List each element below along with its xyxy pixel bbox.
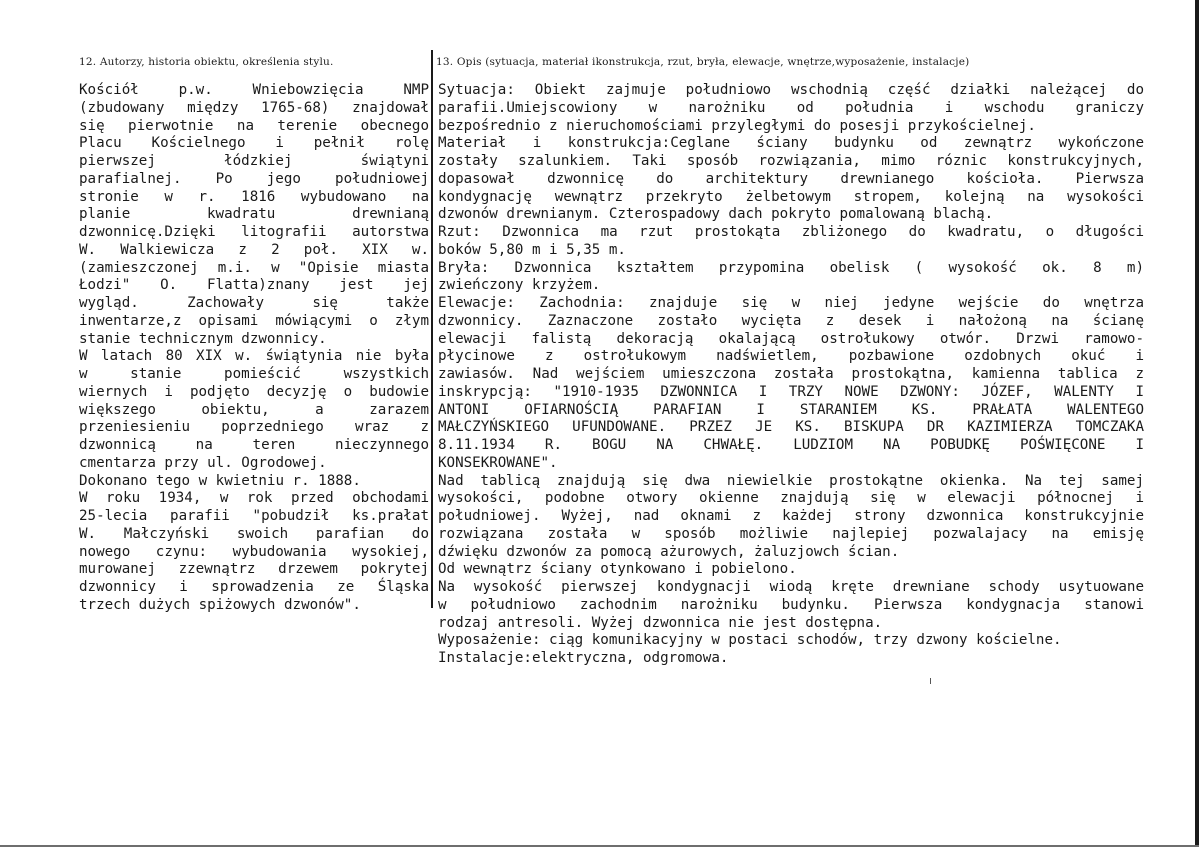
- history-text-line: większego obiektu, a zarazem: [79, 401, 429, 418]
- history-text-line: dzwonnicą na teren nieczynnego: [79, 437, 429, 453]
- description-text-line: MAŁCZYŃSKIEGO UFUNDOWANE. PRZEZ JE KS. BISKUPA DR KAZIMIERZA TOMCZAKA: [438, 419, 1144, 436]
- description-text-line: dzwonnicy. Zaznaczone zostało wycięta z desek i nałożoną na ścianę: [438, 312, 1144, 329]
- history-text-line: 25-lecia parafii "pobudził ks.prałat: [79, 508, 429, 524]
- description-text-line: Na wysokość pierwszej kondygnacji wiodą kręte drewniane schody usytuowane: [438, 579, 1144, 595]
- description-text-line: KONSEKROWANE".: [438, 454, 558, 471]
- history-text-line: (zamieszczonej m.i. w "Opisie miasta: [79, 259, 429, 276]
- description-text-line: bezpośrednio z nieruchomościami przyległymi do posesji przykościelnej.: [438, 117, 1036, 134]
- history-text-line: przeniesieniu poprzedniego wraz z: [79, 419, 429, 436]
- history-text-line: W. Walkiewicza z 2 poł. XIX w.: [79, 241, 429, 258]
- description-text-line: płycinowe z ostrołukowym nadświetlem, pozbawione ozdobnych okuć i: [438, 348, 1144, 365]
- description-text-line: zostały szalunkiem. Taki sposób rozwiązania, mimo róznic konstrukcyjnych,: [438, 153, 1144, 169]
- history-text-line: pierwszej łódzkiej świątyni: [79, 153, 429, 169]
- description-text-line: elewacji falistą dekoracją okalającą ostrołukowy otwór. Drzwi ramowo-: [438, 330, 1144, 347]
- history-text-line: dzwonnicy i sprowadzenia ze Śląska: [79, 579, 429, 595]
- history-text-line: trzech dużych spiżowych dzwonów".: [79, 596, 361, 613]
- description-text-line: w południowo zachodnim narożniku budynku. Pierwsza kondygnacja stanowi: [438, 596, 1144, 613]
- history-text-line: cmentarza przy ul. Ogrodowej.: [79, 454, 327, 471]
- history-text-line: W. Małczyński swoich parafian do: [79, 525, 429, 542]
- description-text-line: parafii.Umiejscowiony w narożniku od południa i wschodu graniczy: [438, 99, 1144, 116]
- description-text-line: Wyposażenie: ciąg komunikacyjny w postaci schodów, trzy dzwony kościelne.: [438, 632, 1062, 649]
- scan-mark: [930, 678, 931, 684]
- history-text-line: Placu Kościelnego i pełnił rolę: [79, 135, 429, 152]
- description-text-line: ANTONI OFIARNOŚCIĄ PARAFIAN I STARANIEM KS. PRAŁATA WALENTEGO: [438, 401, 1144, 418]
- description-text-line: Materiał i konstrukcja:Ceglane ściany budynku od zewnątrz wykończone: [438, 135, 1144, 152]
- description-text-line: boków 5,80 m i 5,35 m.: [438, 241, 626, 258]
- history-text-line: wygląd. Zachowały się także: [79, 295, 429, 311]
- history-text-line: stanie technicznym dzwonnicy.: [79, 330, 327, 347]
- description-text-line: dopasował dzwonnicę do architektury drewnianego kościoła. Pierwsza: [438, 170, 1144, 187]
- history-text-line: się pierwotnie na terenie obecnego: [79, 117, 429, 134]
- description-text-line: Elewacje: Zachodnia: znajduje się w niej jedyne wejście do wnętrza: [438, 295, 1144, 311]
- history-text-line: Kościół p.w. Wniebowzięcia NMP: [79, 82, 429, 98]
- description-text-line: Instalacje:elektryczna, odgromowa.: [438, 650, 729, 666]
- description-text-line: inskrypcją: "1910-1935 DZWONNICA I TRZY NOWE DZWONY: JÓZEF, WALENTY I: [438, 383, 1144, 400]
- history-text-line: murowanej zzewnątrz drzewem pokrytej: [79, 561, 429, 578]
- description-text-column: [438, 82, 1144, 668]
- description-text-line: południowej. Wyżej, nad oknami z każdej strony dzwonnica konstrukcyjnie: [438, 508, 1144, 524]
- description-text-line: Bryła: Dzwonnica kształtem przypomina obelisk ( wysokość ok. 8 m): [438, 259, 1144, 276]
- history-text-line: Łodzi" O. Flatta)znany jest jej: [79, 277, 429, 294]
- history-text-line: W latach 80 XIX w. świątynia nie była: [79, 348, 429, 365]
- description-text-line: Od wewnątrz ściany otynkowano i pobielono.: [438, 561, 797, 578]
- history-text-line: dzwonnicę.Dzięki litografii autorstwa: [79, 224, 429, 240]
- section-13-header: 13. Opis (sytuacja, materiał ikonstrukcja, rzut, bryła, elewacje, wnętrze,wyposażenie, instalacje): [436, 56, 970, 68]
- history-text-line: parafialnej. Po jego południowej: [79, 170, 429, 187]
- history-text-line: W roku 1934, w rok przed obchodami: [79, 490, 429, 507]
- section-12-header: 12. Autorzy, historia obiektu, określenia stylu.: [79, 56, 334, 68]
- description-text-line: Sytuacja: Obiekt zajmuje południowo wschodnią część działki należącej do: [438, 82, 1144, 98]
- description-text-line: zwieńczony krzyżem.: [438, 277, 601, 294]
- history-text-line: wiernych i podjęto decyzję o budowie: [79, 383, 429, 400]
- history-text-line: inwentarze,z opisami mówiącymi o złym: [79, 312, 429, 329]
- description-text-line: Rzut: Dzwonnica ma rzut prostokąta zbliżonego do kwadratu, o długości: [438, 224, 1144, 240]
- history-text-line: Dokonano tego w kwietniu r. 1888.: [79, 472, 361, 489]
- page-edge-right: [1195, 0, 1199, 847]
- description-text-line: 8.11.1934 R. BOGU NA CHWAŁĘ. LUDZIOM NA POBUDKĘ POŚWIĘCONE I: [438, 437, 1144, 453]
- description-text-line: dźwięku dzwonów za pomocą ażurowych, żaluzjowch ścian.: [438, 543, 900, 560]
- description-text-line: dzwonów drewnianym. Czterospadowy dach pokryto pomalowaną blachą.: [438, 206, 994, 223]
- history-text-line: nowego czynu: wybudowania wysokiej,: [79, 543, 429, 560]
- description-text-line: zawiasów. Nad wejściem umieszczona została prostokątna, kamienna tablica z: [438, 366, 1144, 382]
- history-text-column: [79, 82, 429, 615]
- history-text-line: planie kwadratu drewnianą: [79, 206, 429, 223]
- description-text-line: wysokości, podobne otwory okienne znajdują się w elewacji północnej i: [438, 490, 1144, 507]
- description-text-line: rozwiązana została w sposób możliwie najlepiej pozwalajacy na emisję: [438, 525, 1144, 542]
- description-text-line: kondygnację wewnątrz przekryto żelbetowym stropem, kolejną na wysokości: [438, 188, 1144, 205]
- history-text-line: (zbudowany między 1765-68) znajdował: [79, 99, 429, 116]
- description-text-line: Nad tablicą znajdują się dwa niewielkie prostokątne okienka. Na tej samej: [438, 472, 1144, 489]
- history-text-line: w stanie pomieścić wszystkich: [79, 366, 429, 382]
- column-divider: [431, 50, 433, 608]
- description-text-line: rodzaj antresoli. Wyżej dzwonnica nie jest dostępna.: [438, 614, 883, 631]
- history-text-line: stronie w r. 1816 wybudowano na: [79, 188, 429, 205]
